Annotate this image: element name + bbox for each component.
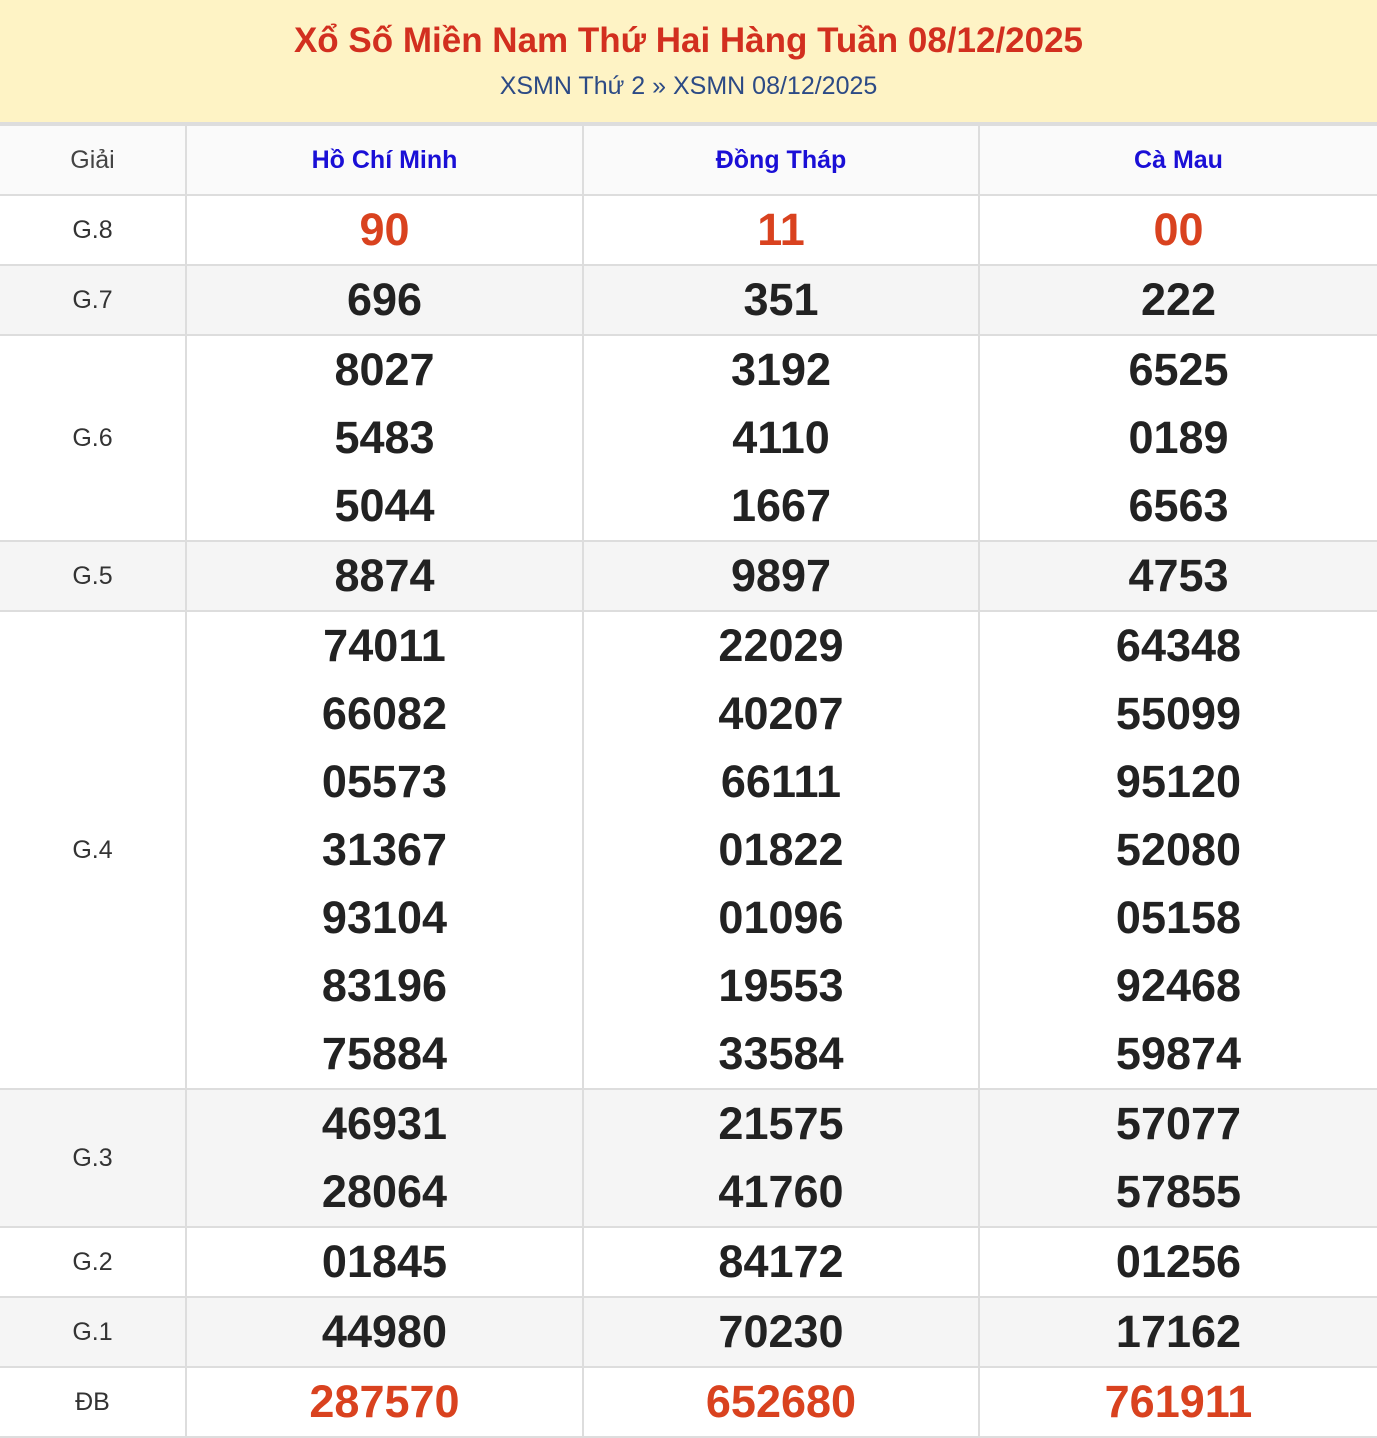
result-number: 5044 xyxy=(334,480,435,531)
result-number: 57077 xyxy=(1115,1098,1242,1149)
result-number: 4110 xyxy=(732,412,830,463)
result-number: 66082 xyxy=(321,688,448,739)
result-cell xyxy=(583,1297,979,1367)
result-number: 75884 xyxy=(321,1028,448,1079)
page-header xyxy=(0,0,1377,124)
result-number: 55099 xyxy=(1115,688,1242,739)
result-cell xyxy=(583,1367,979,1437)
prize-label: G.6 xyxy=(0,335,186,541)
result-number: 8027 xyxy=(334,344,435,395)
prize-row xyxy=(0,265,1377,335)
result-number: 95120 xyxy=(1115,756,1242,807)
province-header-dong-thap[interactable]: Đồng Tháp xyxy=(583,125,979,195)
result-number: 84172 xyxy=(718,1236,844,1287)
prize-label: G.8 xyxy=(0,195,186,265)
result-number: 05158 xyxy=(1115,892,1242,943)
result-cell xyxy=(979,611,1377,1089)
result-number: 44980 xyxy=(321,1306,448,1357)
breadcrumb xyxy=(0,71,1377,101)
result-number: 19553 xyxy=(718,960,844,1011)
prize-row xyxy=(0,1297,1377,1367)
result-number: 28064 xyxy=(321,1166,448,1217)
province-header-ca-mau[interactable]: Cà Mau xyxy=(979,125,1377,195)
result-cell xyxy=(979,265,1377,335)
result-number: 92468 xyxy=(1115,960,1242,1011)
result-number: 66111 xyxy=(720,756,842,807)
result-number: 57855 xyxy=(1115,1166,1242,1217)
result-cell xyxy=(186,335,583,541)
prize-label: G.2 xyxy=(0,1227,186,1297)
result-cell xyxy=(186,265,583,335)
result-number: 9897 xyxy=(730,550,832,601)
prize-column-header: Giải xyxy=(0,125,186,195)
prize-label: G.3 xyxy=(0,1089,186,1227)
province-header-ho-chi-minh[interactable]: Hồ Chí Minh xyxy=(186,125,583,195)
result-cell xyxy=(979,335,1377,541)
result-number: 652680 xyxy=(705,1376,857,1427)
breadcrumb-link-xsmn-date[interactable]: XSMN 08/12/2025 xyxy=(673,72,878,100)
result-number: 52080 xyxy=(1115,824,1242,875)
result-number: 22029 xyxy=(718,620,844,671)
result-number: 11 xyxy=(757,204,805,255)
prize-label: G.5 xyxy=(0,541,186,611)
result-number: 351 xyxy=(743,274,819,325)
prize-label: G.4 xyxy=(0,611,186,1089)
result-number: 17162 xyxy=(1115,1306,1242,1357)
result-number: 6525 xyxy=(1128,344,1229,395)
result-number: 3192 xyxy=(730,344,832,395)
result-number: 90 xyxy=(359,204,410,255)
result-number: 01845 xyxy=(321,1236,448,1287)
prize-row xyxy=(0,1367,1377,1437)
result-number: 93104 xyxy=(321,892,448,943)
result-number: 83196 xyxy=(321,960,448,1011)
result-cell xyxy=(186,1227,583,1297)
prize-label: ĐB xyxy=(0,1367,186,1437)
result-number: 1667 xyxy=(730,480,832,531)
result-cell xyxy=(186,1367,583,1437)
result-cell xyxy=(186,541,583,611)
result-number: 41760 xyxy=(718,1166,844,1217)
result-cell xyxy=(583,541,979,611)
result-cell xyxy=(186,1089,583,1227)
result-cell xyxy=(186,195,583,265)
result-number: 00 xyxy=(1153,204,1204,255)
result-number: 46931 xyxy=(321,1098,448,1149)
result-cell xyxy=(979,541,1377,611)
result-number: 6563 xyxy=(1128,480,1229,531)
result-cell xyxy=(979,1297,1377,1367)
result-cell xyxy=(979,1089,1377,1227)
result-cell xyxy=(583,265,979,335)
breadcrumb-link-xsmn-thu-2[interactable]: XSMN Thứ 2 xyxy=(499,72,646,100)
result-number: 33584 xyxy=(718,1028,844,1079)
result-number: 01256 xyxy=(1115,1236,1242,1287)
result-number: 59874 xyxy=(1115,1028,1242,1079)
prize-row xyxy=(0,1089,1377,1227)
prize-label: G.1 xyxy=(0,1297,186,1367)
result-number: 70230 xyxy=(718,1306,844,1357)
result-cell xyxy=(186,611,583,1089)
prize-row xyxy=(0,195,1377,265)
result-number: 761911 xyxy=(1104,1376,1253,1427)
result-number: 287570 xyxy=(309,1376,460,1427)
result-number: 64348 xyxy=(1115,620,1242,671)
result-number: 4753 xyxy=(1128,550,1229,601)
result-cell xyxy=(186,1297,583,1367)
result-number: 05573 xyxy=(321,756,448,807)
prize-row xyxy=(0,541,1377,611)
result-number: 8874 xyxy=(334,550,435,601)
result-number: 21575 xyxy=(718,1098,844,1149)
prize-row xyxy=(0,1227,1377,1297)
prize-row xyxy=(0,611,1377,1089)
result-number: 696 xyxy=(346,274,423,325)
result-number: 0189 xyxy=(1128,412,1229,463)
results-table xyxy=(0,124,1377,1438)
result-number: 74011 xyxy=(323,620,446,671)
result-cell xyxy=(979,195,1377,265)
result-number: 31367 xyxy=(321,824,448,875)
result-number: 40207 xyxy=(718,688,844,739)
result-cell xyxy=(979,1227,1377,1297)
result-number: 01096 xyxy=(718,892,844,943)
result-cell xyxy=(583,1089,979,1227)
breadcrumb-separator: » xyxy=(652,72,667,100)
prize-label: G.7 xyxy=(0,265,186,335)
table-header-row xyxy=(0,125,1377,195)
result-number: 5483 xyxy=(334,412,435,463)
result-number: 01822 xyxy=(718,824,844,875)
result-cell xyxy=(583,1227,979,1297)
result-cell xyxy=(583,335,979,541)
result-number: 222 xyxy=(1140,274,1217,325)
result-cell xyxy=(583,195,979,265)
page-title: Xổ Số Miền Nam Thứ Hai Hàng Tuần 08/12/2025 xyxy=(293,21,1084,60)
result-cell xyxy=(979,1367,1377,1437)
prize-row xyxy=(0,335,1377,541)
result-cell xyxy=(583,611,979,1089)
